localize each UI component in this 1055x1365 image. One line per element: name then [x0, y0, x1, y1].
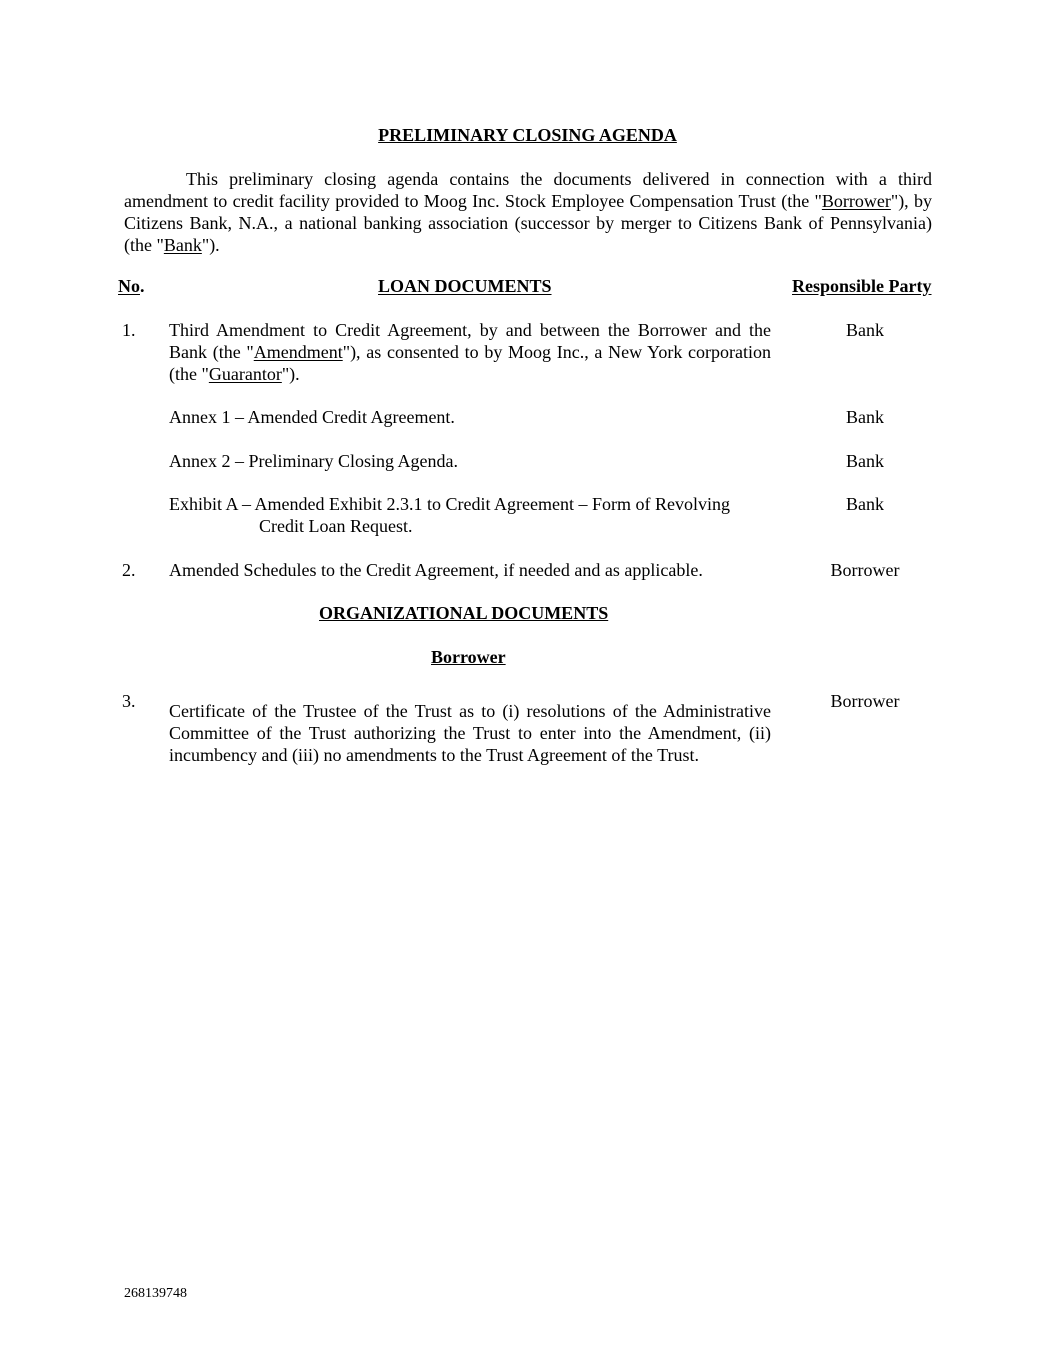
- defined-term-borrower: Borrower: [821, 191, 891, 211]
- defined-term-guarantor: Guarantor: [208, 364, 282, 384]
- intro-text-2: "), by Citizens Bank, N.A., a national banking association (successor by merger to Citizens Bank of Pennsylvania) (the ": [124, 191, 933, 255]
- item-3-number: 3.: [122, 691, 136, 711]
- exhibit-a-party: Bank: [846, 494, 884, 514]
- exhibit-a-description: [169, 493, 771, 537]
- intro-paragraph: [124, 168, 932, 256]
- column-header-loan-documents: LOAN DOCUMENTS: [378, 276, 552, 296]
- item-3-description: Certificate of the Trustee of the Trust as to (i) resolutions of the Administrative Committee of the Trust authorizing the Trust to enter into the Amendment, (ii) incumbency and (iii) no amendments to the Trust Agreement of the Trust.: [169, 701, 771, 765]
- exhibit-a-line-2: Credit Loan Request.: [259, 516, 413, 536]
- item-1-text-b: "), as consented to by Moog Inc., a New York corporation (the ": [169, 342, 771, 384]
- item-2-description: Amended Schedules to the Credit Agreement, if needed and as applicable.: [169, 560, 703, 580]
- column-header-no: [118, 275, 145, 297]
- defined-term-bank: Bank: [163, 235, 202, 255]
- organizational-documents-heading: ORGANIZATIONAL DOCUMENTS: [319, 603, 609, 623]
- item-2-party: Borrower: [830, 560, 900, 580]
- item-1-text-a: Third Amendment to Credit Agreement, by and between the Borrower and the Bank (the ": [169, 320, 771, 362]
- annex-1-description: Annex 1 – Amended Credit Agreement.: [169, 407, 455, 427]
- borrower-subheading: Borrower: [431, 647, 506, 667]
- column-header-responsible-party: Responsible Party: [792, 276, 932, 296]
- column-header-no-suffix: .: [140, 276, 145, 296]
- item-1-number: 1.: [122, 320, 136, 340]
- item-1-text-c: ").: [281, 364, 300, 384]
- item-2-number: 2.: [122, 560, 136, 580]
- page-title: PRELIMINARY CLOSING AGENDA: [378, 125, 677, 145]
- item-3-party: Borrower: [830, 691, 900, 711]
- item-1-party: Bank: [846, 320, 884, 340]
- annex-2-description: Annex 2 – Preliminary Closing Agenda.: [169, 451, 458, 471]
- intro-text-1: This preliminary closing agenda contains the documents delivered in connection with a third amendment to credit facility provided to Moog Inc. Stock Employee Compensation Trust (the ": [124, 169, 932, 211]
- document-number: 268139748: [124, 1286, 187, 1301]
- defined-term-amendment: Amendment: [253, 342, 343, 362]
- column-header-no-label: No: [118, 276, 140, 296]
- intro-text-3: ").: [201, 235, 220, 255]
- annex-1-party: Bank: [846, 407, 884, 427]
- item-1-description: [169, 319, 771, 385]
- exhibit-a-line-1: Exhibit A – Amended Exhibit 2.3.1 to Credit Agreement – Form of Revolving: [169, 494, 730, 514]
- annex-2-party: Bank: [846, 451, 884, 471]
